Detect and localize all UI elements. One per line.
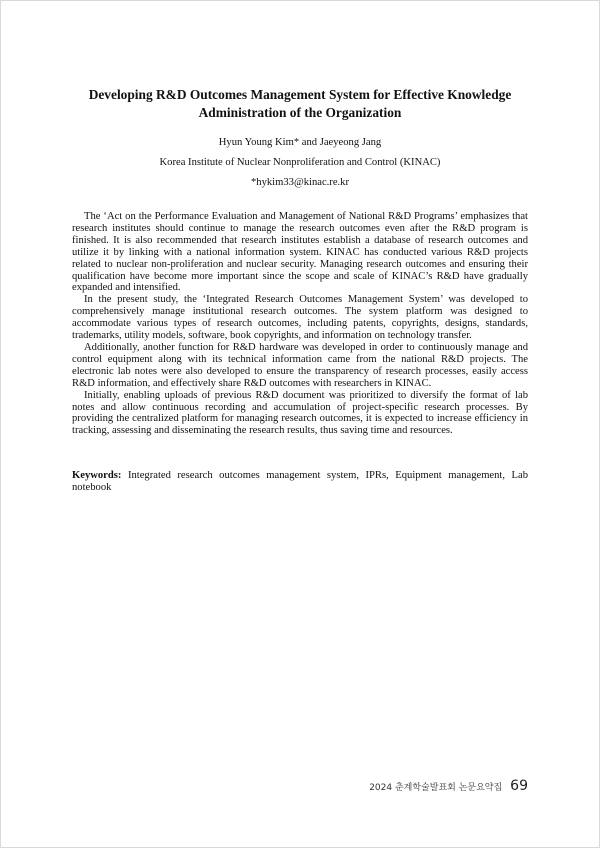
author-list: Hyun Young Kim* and Jaeyeong Jang [218,137,382,148]
abstract-paragraph-3: Additionally, another function for R&D hardware was developed in order to continuously manage and control equipment along with its technical information came from the national R&D projects. The electronic lab notes were also developed to ensure the transparency of research processes, easily access R&D information, and effectively share R&D outcomes with researchers in KINAC. [72,341,528,389]
corresponding-email: *hykim33@kinac.re.kr [250,177,349,188]
page-number: 69 [510,778,528,794]
page-footer [369,778,528,794]
paper-title [60,86,540,122]
keywords-label: Keywords: [72,470,122,481]
affiliation: Korea Institute of Nuclear Nonproliferation and Control (KINAC) [159,157,441,168]
keywords [72,470,528,494]
abstract-paragraph-2: In the present study, the ‘Integrated Research Outcomes Management System’ was developed to comprehensively manage institutional research outcomes. The system platform was designed to accommodate various types of research outcomes, including patents, copyrights, designs, standards, trademarks, utility models, software, book copyrights, and information on technology transfer. [72,294,528,342]
paper-title-line-2: Administration of the Organization [198,105,402,120]
abstract-paragraph-1: The ‘Act on the Performance Evaluation and Management of National R&D Programs’ emphasizes that research institutes should continue to manage the research outcomes even after the R&D program is finished. It is also recommended that research institutes establish a database of research outcomes and utilize it by linking with a national information system. KINAC has conducted various R&D projects related to nuclear non-proliferation and nuclear security. Managing research outcomes and ensuring their qualification have become more important since the scope and scale of KINAC’s R&D have gradually expanded and intensified. [72,211,528,294]
proceedings-title: 2024 춘계학술발표회 논문요약집 [369,783,503,793]
paper-title-line-1: Developing R&D Outcomes Management System for Effective Knowledge [88,87,512,102]
keywords-text: Integrated research outcomes management system, IPRs, Equipment management, Lab notebook [72,470,528,493]
abstract-paragraph-4: Initially, enabling uploads of previous R&D document was prioritized to diversify the format of lab notes and allow continuous recording and accumulation of project-specific research processes. By providing the centralized platform for managing research outcomes, it is expected to increase efficiency in tracking, assessing and disseminating the research results, thus saving time and resources. [72,389,528,437]
abstract [72,211,528,437]
